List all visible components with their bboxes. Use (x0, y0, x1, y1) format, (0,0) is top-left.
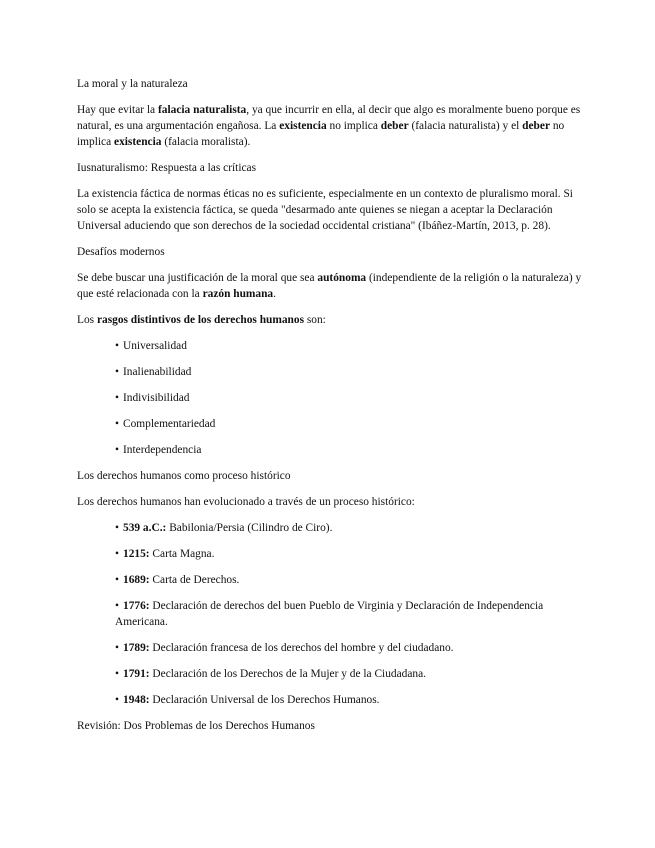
document-page (77, 76, 587, 744)
traits-list (77, 338, 587, 458)
bullet-icon: • (115, 392, 119, 404)
bullet-icon: • (115, 668, 119, 680)
list-item: • Inalienabilidad (115, 366, 192, 378)
heading-moral-naturaleza: La moral y la naturaleza (77, 78, 188, 90)
paragraph-falacia: Hay que evitar la falacia naturalista, ya que incurrir en ella, al decir que algo es moralmente bueno porque es natural, es una argumentación engañosa. La existencia no implica deber (falacia naturalista) y el deber no implica existencia (falacia moralista). (77, 104, 581, 148)
bullet-icon: • (115, 600, 119, 612)
list-item: • Complementariedad (115, 418, 216, 430)
bullet-icon: • (115, 642, 119, 654)
bullet-icon: • (115, 418, 119, 430)
heading-desafios-modernos: Desafíos modernos (77, 246, 165, 258)
list-item: • 1776: Declaración de derechos del buen Pueblo de Virginia y Declaración de Independencia Americana. (115, 600, 544, 628)
history-list (77, 520, 587, 708)
bullet-icon: • (115, 444, 119, 456)
bullet-icon: • (115, 574, 119, 586)
heading-proceso-historico: Los derechos humanos como proceso histórico (77, 470, 291, 482)
bullet-icon: • (115, 522, 119, 534)
paragraph-evolucion: Los derechos humanos han evolucionado a través de un proceso histórico: (77, 496, 415, 508)
list-item: • 1948: Declaración Universal de los Derechos Humanos. (115, 694, 380, 706)
list-item: • 1215: Carta Magna. (115, 548, 215, 560)
bullet-icon: • (115, 694, 119, 706)
list-item: • Indivisibilidad (115, 392, 190, 404)
list-item: • 1791: Declaración de los Derechos de la Mujer y de la Ciudadana. (115, 668, 427, 680)
list-item: • Interdependencia (115, 444, 202, 456)
paragraph-justificacion: Se debe buscar una justificación de la moral que sea autónoma (independiente de la religión o la naturaleza) y que esté relacionada con la razón humana. (77, 272, 582, 300)
list-item: • 539 a.C.: Babilonia/Persia (Cilindro de Ciro). (115, 522, 333, 534)
paragraph-existencia-factica: La existencia fáctica de normas éticas no es suficiente, especialmente en un contexto de pluralismo moral. Si solo se acepta la existencia fáctica, se queda "desarmado ante quienes se niegan a aceptar la Declaración Universal aduciendo que son derechos de la sociedad occidental cristiana" (Ibáñez-Martín, 2013, p. 28). (77, 188, 573, 232)
bullet-icon: • (115, 366, 119, 378)
list-item: • 1789: Declaración francesa de los derechos del hombre y del ciudadano. (115, 642, 454, 654)
paragraph-rasgos: Los rasgos distintivos de los derechos humanos son: (77, 314, 326, 326)
bullet-icon: • (115, 548, 119, 560)
heading-revision: Revisión: Dos Problemas de los Derechos Humanos (77, 720, 315, 732)
list-item: • 1689: Carta de Derechos. (115, 574, 240, 586)
list-item: • Universalidad (115, 340, 187, 352)
bullet-icon: • (115, 340, 119, 352)
heading-iusnaturalismo: Iusnaturalismo: Respuesta a las críticas (77, 162, 257, 174)
